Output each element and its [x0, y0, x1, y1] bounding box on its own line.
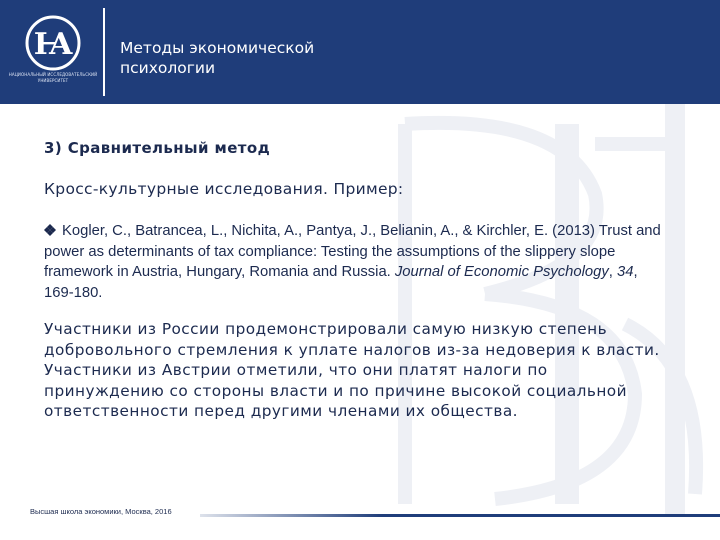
reference-pages: , 169-180. [44, 264, 638, 301]
section-subheading: Кросс-культурные исследования. Пример: [44, 180, 404, 198]
reference-journal: Journal of Economic Psychology [394, 264, 609, 280]
reference-sep: , [608, 264, 617, 280]
footer-text: Высшая школа экономики, Москва, 2016 [30, 507, 172, 516]
slide-content [44, 138, 664, 422]
logo-caption: НАЦИОНАЛЬНЫЙ ИССЛЕДОВАТЕЛЬСКИЙ УНИВЕРСИТЕТ [8, 72, 98, 83]
header-bar [0, 0, 720, 104]
footer-line [200, 514, 720, 517]
reference-volume: 34 [616, 264, 634, 280]
findings-paragraph: Участники из России продемонстрировали самую низкую степень добровольного стремления к уплате налогов из-за недоверия к власти. Участники из Австрии отметили, что они платят налоги по принуждению со стороны власти и по причине высокой социальной ответственности перед другими членами их общества. [44, 320, 660, 421]
reference-authors: Kogler, C., Batrancea, L., Nichita, A., Pantya, J., Belianin, A., & Kirchler, E. (2013) Trust and power as determinants of tax compliance: Testing the assumptions of the slippery slope framework in Austria, Hungary, Romania and Russia. [44, 223, 661, 280]
diamond-bullet-icon [44, 224, 56, 236]
section-heading: 3) Сравнительный метод [44, 139, 271, 157]
svg-text:Ꙗ: Ꙗ [33, 27, 73, 62]
presentation-title: Методы экономической психологии [120, 39, 315, 77]
header-divider [103, 8, 105, 96]
reference-entry [44, 221, 664, 303]
